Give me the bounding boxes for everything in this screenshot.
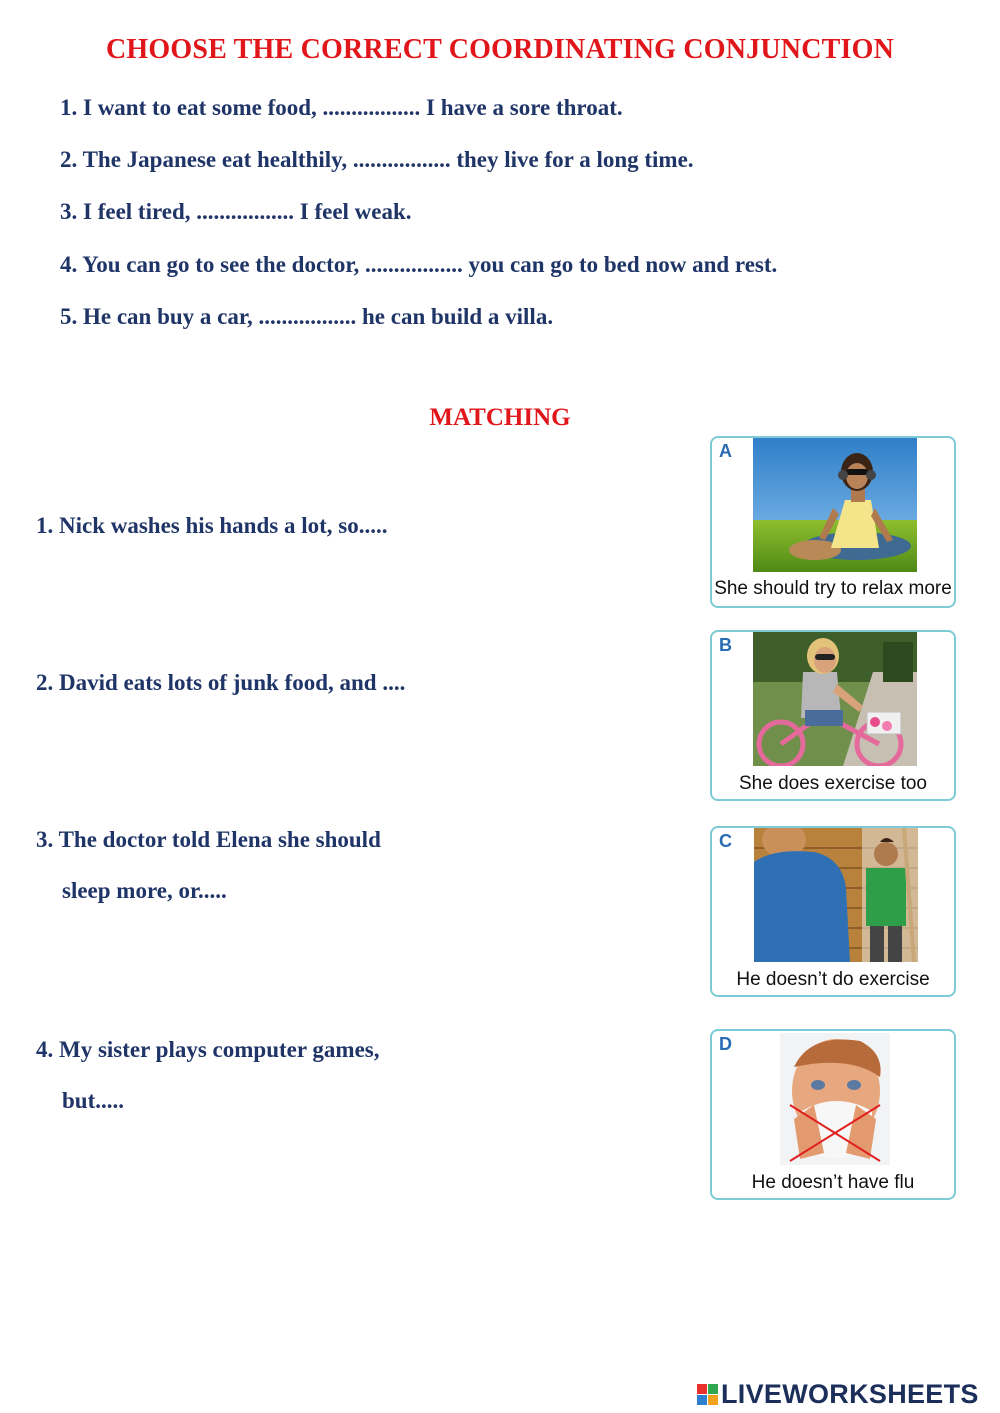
matching-card-c[interactable] [710,826,956,997]
card-caption: She should try to relax more [714,578,952,599]
matching-title: MATCHING [429,404,571,431]
photo-girl-relaxing-on-grass [753,438,917,572]
photo-boy-sitting [754,828,918,962]
card-caption: She does exercise too [738,773,927,794]
matching-card-d[interactable] [710,1029,956,1200]
card-caption: He doesn’t do exercise [736,969,930,990]
card-letter: A [719,441,732,461]
matching-card-a[interactable] [710,436,956,608]
matching-item-text: 1. Nick washes his hands a lot, so..... [36,513,388,538]
sentence-3: 3. I feel tired, ................. I feel weak. [60,199,412,224]
card-letter: C [719,831,732,851]
logo-text: LIVEWORKSHEETS [721,1378,979,1409]
matching-item-3 [36,827,381,904]
matching-item-text: 3. The doctor told Elena she should [36,827,381,852]
matching-item-text-cont: sleep more, or..... [62,878,227,903]
sentence-5: 5. He can buy a car, ................. he can build a villa. [60,304,554,329]
card-letter: D [719,1034,732,1054]
matching-card-b[interactable] [710,630,956,801]
sentence-2: 2. The Japanese eat healthily, ................. they live for a long time. [60,147,694,172]
matching-item-text: 2. David eats lots of junk food, and .... [36,670,406,695]
worksheet-title: CHOOSE THE CORRECT COORDINATING CONJUNCTION [105,34,895,65]
card-letter: B [719,635,732,655]
sentence-4: 4. You can go to see the doctor, ................. you can go to bed now and rest. [60,252,778,277]
sentence-1: 1. I want to eat some food, ................. I have a sore throat. [60,95,623,120]
photo-girl-riding-bicycle [753,632,917,766]
liveworksheets-logo-icon [697,1384,718,1405]
matching-item-2 [36,670,405,696]
photo-boy-with-tissue [780,1033,890,1165]
card-caption: He doesn’t have flu [751,1172,915,1193]
liveworksheets-logo[interactable] [697,1378,979,1410]
matching-item-4 [36,1037,379,1114]
matching-item-1 [36,513,387,539]
matching-item-text: 4. My sister plays computer games, [36,1037,380,1062]
matching-item-text-cont: but..... [62,1088,124,1113]
